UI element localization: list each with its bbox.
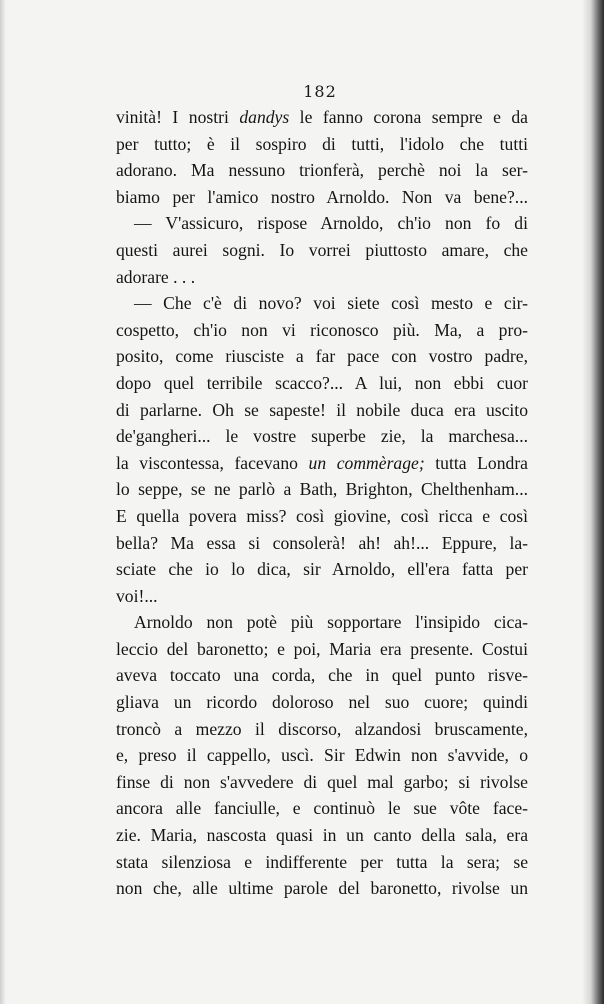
text-segment: zie. Maria, nascosta quasi in un canto della sala, era (116, 825, 528, 846)
text-line (116, 104, 528, 131)
text-segment: adorano. Ma nessuno trionferà, perchè noi la ser- (116, 160, 528, 181)
text-line (116, 636, 528, 663)
text-segment: troncò a mezzo il discorso, alzandosi bruscamente, (116, 718, 528, 739)
text-segment: gliava un ricordo doloroso nel suo cuore; quindi (116, 692, 528, 713)
text-line (116, 556, 528, 583)
text-line (116, 795, 528, 822)
text-line (116, 157, 528, 184)
text-segment: non che, alle ultime parole del baronetto, rivolse un (116, 878, 528, 899)
text-segment: cospetto, ch'io non vi riconosco più. Ma, a pro- (116, 319, 528, 340)
text-segment: ancora alle fanciulle, e continuò le sue vôte face- (116, 798, 528, 819)
text-line (116, 609, 528, 636)
text-line (116, 849, 528, 876)
text-line (116, 822, 528, 849)
text-line (116, 210, 528, 237)
text-segment: dopo quel terribile scacco?... A lui, non ebbi cuor (116, 372, 528, 393)
text-line (116, 503, 528, 530)
text-line (116, 131, 528, 158)
italic-term: dandys (239, 107, 290, 127)
text-line (116, 530, 528, 557)
text-segment: e, preso il cappello, uscì. Sir Edwin non s'avvide, o (116, 745, 528, 766)
text-segment: la viscontessa, facevano (116, 452, 309, 473)
text-line (116, 875, 528, 902)
text-line (116, 264, 528, 291)
text-line (116, 343, 528, 370)
text-segment: leccio del baronetto; e poi, Maria era presente. Costui (116, 638, 528, 659)
text-segment: di parlarne. Oh se sapeste! il nobile duca era uscito (116, 399, 528, 420)
text-segment: adorare . . . (116, 266, 196, 287)
page-number: 182 (303, 82, 337, 101)
text-line (116, 689, 528, 716)
text-line (116, 742, 528, 769)
text-segment: bella? Ma essa si consolerà! ah! ah!... Eppure, la- (116, 532, 528, 553)
text-line (116, 397, 528, 424)
text-line (116, 184, 528, 211)
text-line (116, 476, 528, 503)
italic-term: un commèrage; (308, 452, 425, 473)
text-segment: stata silenziosa e indifferente per tutta la sera; se (116, 851, 528, 872)
text-line (116, 716, 528, 743)
text-segment: finse di non s'avvedere di quel mal garbo; si rivolse (116, 771, 528, 792)
text-line (116, 290, 528, 317)
text-segment: Arnoldo non potè più sopportare l'insipido cica- (134, 612, 528, 633)
text-segment: tutta Londra (424, 452, 528, 473)
text-segment: vinità! I nostri (116, 107, 240, 127)
text-segment: biamo per l'amico nostro Arnoldo. Non va bene?... (116, 186, 528, 207)
text-segment: voi!... (116, 585, 158, 606)
text-segment: lo seppe, se ne parlò a Bath, Brighton, Chelthenham... (116, 479, 528, 500)
text-line (116, 450, 528, 477)
text-segment: E quella povera miss? così giovine, così ricca e così (116, 505, 528, 526)
text-segment: questi aurei sogni. Io vorrei piuttosto amare, che (116, 239, 528, 260)
text-line (116, 237, 528, 264)
text-line (116, 769, 528, 796)
text-segment: de'gangheri... le vostre superbe zie, la marchesa... (116, 426, 528, 447)
body-text (116, 104, 528, 902)
text-line (116, 370, 528, 397)
text-line (116, 423, 528, 450)
text-line (116, 583, 528, 610)
text-segment: le fanno corona sempre e da (289, 107, 528, 127)
text-segment: sciate che io lo dica, sir Arnoldo, ell'era fatta per (116, 559, 528, 580)
page-gutter-shadow (582, 0, 604, 1004)
text-line (116, 662, 528, 689)
page-left-edge-shadow (0, 0, 6, 1004)
text-segment: — V'assicuro, rispose Arnoldo, ch'io non fo di (134, 213, 528, 234)
text-segment: per tutto; è il sospiro di tutti, l'idolo che tutti (116, 133, 528, 154)
text-segment: — Che c'è di novo? voi siete così mesto e cir- (134, 293, 528, 314)
text-line (116, 317, 528, 344)
text-segment: posito, come riusciste a far pace con vostro padre, (116, 346, 528, 367)
text-segment: aveva toccato una corda, che in quel punto risve- (116, 665, 528, 686)
